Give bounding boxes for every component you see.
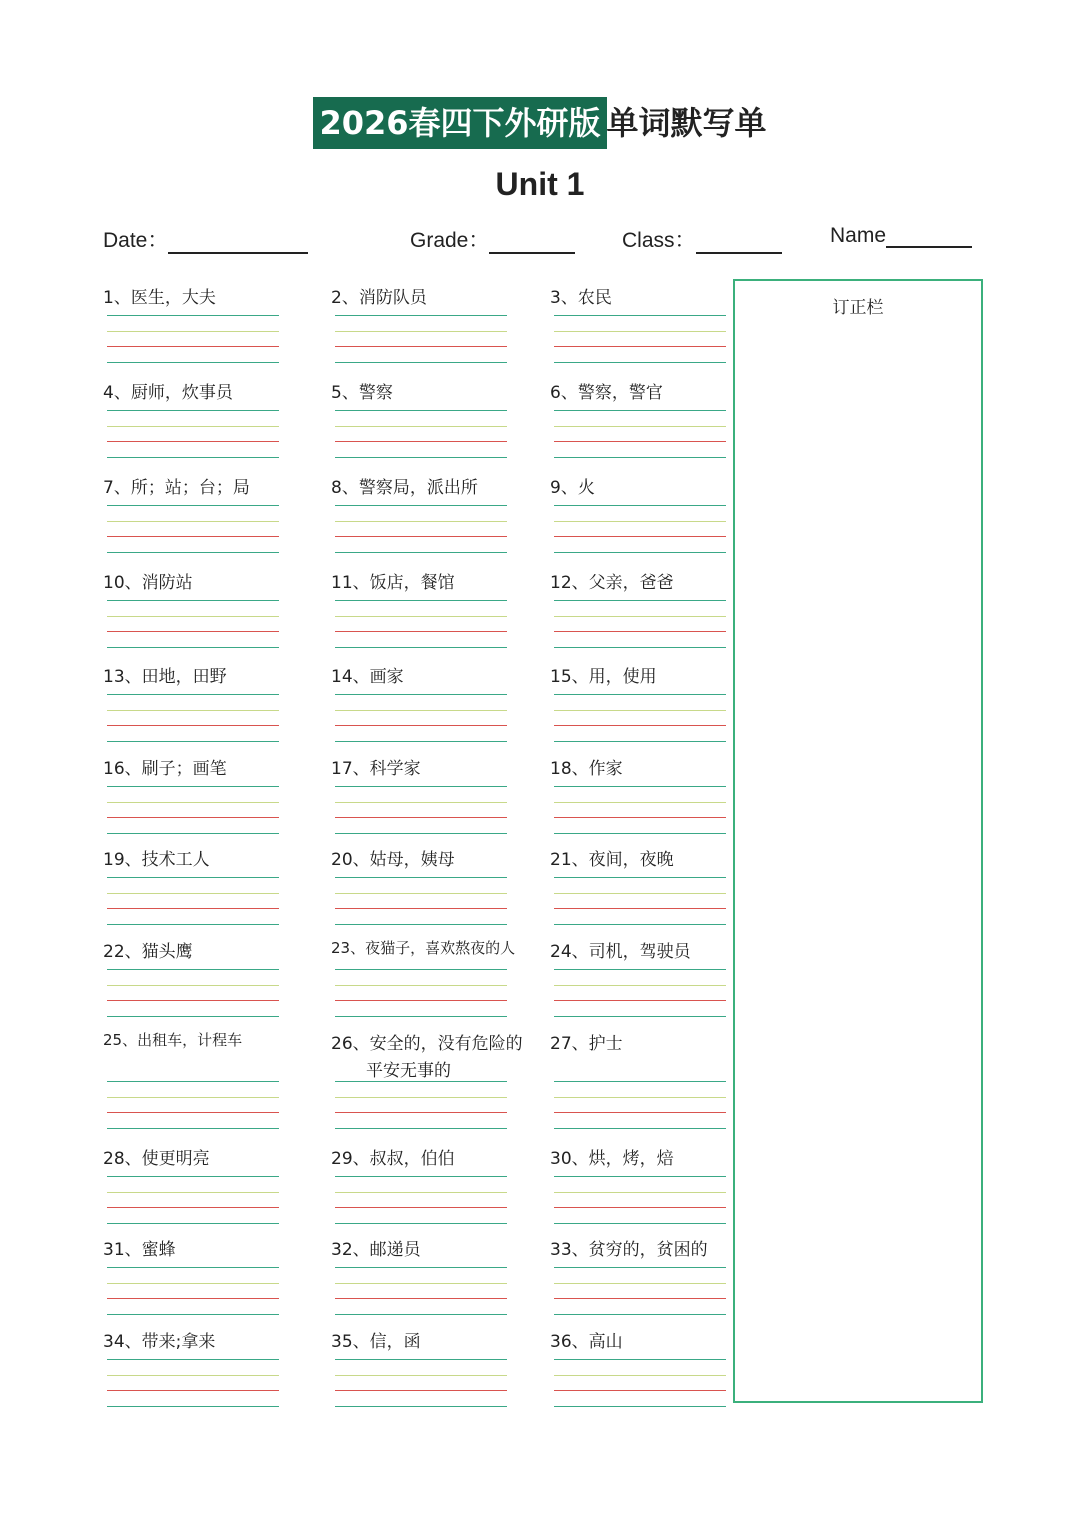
writing-line bbox=[335, 1223, 507, 1224]
writing-line bbox=[107, 817, 279, 818]
writing-line bbox=[554, 1314, 726, 1315]
name-field[interactable] bbox=[830, 224, 972, 248]
writing-line bbox=[107, 457, 279, 458]
writing-line bbox=[554, 802, 726, 803]
writing-line bbox=[107, 969, 279, 970]
writing-line bbox=[335, 1112, 507, 1113]
word-item bbox=[331, 754, 561, 779]
writing-line bbox=[107, 710, 279, 711]
writing-line bbox=[335, 1298, 507, 1299]
writing-line bbox=[335, 647, 507, 648]
writing-line bbox=[107, 786, 279, 787]
writing-line bbox=[554, 426, 726, 427]
writing-line bbox=[107, 1176, 279, 1177]
word-item-label: 1、医生，大夫 bbox=[103, 288, 216, 308]
word-item-label: 5、警察 bbox=[331, 383, 393, 403]
word-item-label: 8、警察局，派出所 bbox=[331, 478, 478, 498]
writing-line bbox=[107, 600, 279, 601]
writing-line bbox=[107, 616, 279, 617]
writing-line bbox=[107, 1359, 279, 1360]
grade-label: Grade： bbox=[410, 229, 490, 252]
writing-line bbox=[107, 1081, 279, 1082]
writing-line bbox=[335, 969, 507, 970]
word-item bbox=[331, 1029, 561, 1081]
writing-line bbox=[554, 521, 726, 522]
writing-line bbox=[335, 410, 507, 411]
grade-field[interactable] bbox=[410, 224, 575, 254]
writing-line bbox=[107, 1128, 279, 1129]
word-item bbox=[103, 1235, 333, 1260]
writing-line bbox=[107, 1267, 279, 1268]
writing-line bbox=[335, 315, 507, 316]
word-item-label: 7、所；站；台；局 bbox=[103, 478, 250, 498]
word-item bbox=[103, 937, 333, 962]
writing-line bbox=[554, 1375, 726, 1376]
writing-line bbox=[335, 1390, 507, 1391]
worksheet-title bbox=[0, 97, 1080, 149]
writing-line bbox=[335, 1375, 507, 1376]
word-item-label: 35、信，函 bbox=[331, 1332, 421, 1352]
word-item-label: 31、蜜蜂 bbox=[103, 1240, 176, 1260]
writing-line bbox=[335, 1192, 507, 1193]
word-item-label: 25、出租车，计程车 bbox=[103, 1031, 243, 1049]
writing-line bbox=[107, 1390, 279, 1391]
word-item-label: 17、科学家 bbox=[331, 759, 421, 779]
word-item-label: 36、高山 bbox=[550, 1332, 623, 1352]
writing-line bbox=[107, 1000, 279, 1001]
word-item bbox=[103, 754, 333, 779]
word-item-label: 22、猫头鹰 bbox=[103, 942, 193, 962]
word-item bbox=[103, 662, 333, 687]
word-item-label: 29、叔叔，伯伯 bbox=[331, 1149, 455, 1169]
word-item-label: 30、烘，烤，焙 bbox=[550, 1149, 674, 1169]
word-item-label: 34、带来;拿来 bbox=[103, 1332, 216, 1352]
word-item bbox=[103, 1327, 333, 1352]
writing-line bbox=[554, 1207, 726, 1208]
word-item-label: 6、警察，警官 bbox=[550, 383, 663, 403]
writing-line bbox=[107, 1314, 279, 1315]
writing-line bbox=[107, 1192, 279, 1193]
writing-line bbox=[335, 694, 507, 695]
correction-title: 订正栏 bbox=[832, 298, 884, 318]
writing-line bbox=[107, 426, 279, 427]
word-item-label: 4、厨师，炊事员 bbox=[103, 383, 233, 403]
title-rest: 单词默写单 bbox=[606, 104, 767, 142]
unit-heading: Unit 1 bbox=[495, 166, 585, 202]
word-item-label: 16、刷子；画笔 bbox=[103, 759, 227, 779]
correction-box[interactable] bbox=[733, 279, 983, 1403]
class-blank[interactable] bbox=[696, 230, 782, 254]
writing-line bbox=[554, 505, 726, 506]
writing-line bbox=[107, 315, 279, 316]
writing-line bbox=[335, 741, 507, 742]
writing-line bbox=[554, 1223, 726, 1224]
writing-line bbox=[107, 552, 279, 553]
writing-line bbox=[107, 1097, 279, 1098]
writing-line bbox=[554, 725, 726, 726]
name-label: Name bbox=[830, 224, 887, 247]
grade-blank[interactable] bbox=[489, 230, 575, 254]
word-item-label: 27、护士 bbox=[550, 1034, 623, 1054]
writing-line bbox=[335, 908, 507, 909]
writing-line bbox=[554, 1176, 726, 1177]
word-item bbox=[103, 283, 333, 308]
writing-line bbox=[335, 1097, 507, 1098]
word-item-label: 11、饭店，餐馆 bbox=[331, 573, 455, 593]
word-item-label: 28、使更明亮 bbox=[103, 1149, 210, 1169]
writing-line bbox=[107, 694, 279, 695]
writing-line bbox=[335, 631, 507, 632]
writing-line bbox=[335, 1283, 507, 1284]
writing-line bbox=[107, 362, 279, 363]
word-item bbox=[331, 937, 561, 958]
writing-line bbox=[554, 924, 726, 925]
writing-line bbox=[107, 908, 279, 909]
word-item-label: 21、夜间，夜晚 bbox=[550, 850, 674, 870]
writing-line bbox=[107, 1207, 279, 1208]
writing-line bbox=[554, 410, 726, 411]
writing-line bbox=[335, 521, 507, 522]
writing-line bbox=[107, 1283, 279, 1284]
writing-line bbox=[554, 833, 726, 834]
word-item-label: 12、父亲，爸爸 bbox=[550, 573, 674, 593]
writing-line bbox=[107, 647, 279, 648]
writing-line bbox=[335, 877, 507, 878]
writing-line bbox=[335, 1406, 507, 1407]
writing-line bbox=[335, 893, 507, 894]
word-item-label: 14、画家 bbox=[331, 667, 404, 687]
word-item-label: 20、姑母，姨母 bbox=[331, 850, 455, 870]
writing-line bbox=[335, 1359, 507, 1360]
writing-line bbox=[107, 410, 279, 411]
writing-line bbox=[107, 893, 279, 894]
writing-line bbox=[335, 1081, 507, 1082]
writing-line bbox=[554, 1112, 726, 1113]
writing-line bbox=[554, 985, 726, 986]
writing-line bbox=[335, 802, 507, 803]
writing-line bbox=[554, 616, 726, 617]
writing-line bbox=[335, 1128, 507, 1129]
writing-line bbox=[107, 1016, 279, 1017]
date-label: Date： bbox=[103, 229, 169, 252]
writing-line bbox=[107, 505, 279, 506]
word-item-label: 19、技术工人 bbox=[103, 850, 210, 870]
writing-line bbox=[335, 362, 507, 363]
word-item-label: 33、贫穷的，贫困的 bbox=[550, 1240, 708, 1260]
writing-line bbox=[107, 1298, 279, 1299]
word-item bbox=[331, 473, 561, 498]
writing-line bbox=[335, 725, 507, 726]
writing-line bbox=[335, 1016, 507, 1017]
writing-line bbox=[335, 600, 507, 601]
writing-line bbox=[554, 1359, 726, 1360]
writing-line bbox=[554, 741, 726, 742]
writing-line bbox=[554, 877, 726, 878]
writing-line bbox=[335, 833, 507, 834]
word-item-label: 13、田地，田野 bbox=[103, 667, 227, 687]
writing-line bbox=[107, 877, 279, 878]
writing-line bbox=[335, 924, 507, 925]
writing-line bbox=[554, 1016, 726, 1017]
writing-line bbox=[554, 600, 726, 601]
writing-line bbox=[335, 710, 507, 711]
name-blank[interactable] bbox=[886, 224, 972, 248]
writing-line bbox=[335, 985, 507, 986]
writing-line bbox=[554, 1283, 726, 1284]
word-item bbox=[331, 845, 561, 870]
writing-line bbox=[335, 457, 507, 458]
writing-line bbox=[554, 1097, 726, 1098]
writing-line bbox=[554, 346, 726, 347]
word-item bbox=[103, 473, 333, 498]
word-item-label: 9、火 bbox=[550, 478, 595, 498]
writing-line bbox=[554, 647, 726, 648]
writing-line bbox=[554, 710, 726, 711]
writing-line bbox=[107, 741, 279, 742]
writing-line bbox=[554, 1128, 726, 1129]
word-item-label: 10、消防站 bbox=[103, 573, 193, 593]
writing-line bbox=[554, 817, 726, 818]
word-item-label: 32、邮递员 bbox=[331, 1240, 421, 1260]
word-item-label-line2: 平安无事的 bbox=[366, 1061, 451, 1081]
writing-line bbox=[107, 1406, 279, 1407]
writing-line bbox=[335, 346, 507, 347]
writing-line bbox=[335, 1207, 507, 1208]
writing-line bbox=[554, 1000, 726, 1001]
word-item-label: 23、夜猫子，喜欢熬夜的人 bbox=[331, 939, 516, 957]
writing-line bbox=[554, 457, 726, 458]
word-item bbox=[331, 662, 561, 687]
writing-line bbox=[107, 833, 279, 834]
word-item bbox=[331, 1327, 561, 1352]
writing-line bbox=[335, 1314, 507, 1315]
word-item bbox=[331, 1235, 561, 1260]
writing-line bbox=[107, 521, 279, 522]
writing-line bbox=[554, 1406, 726, 1407]
word-item-label: 24、司机，驾驶员 bbox=[550, 942, 691, 962]
writing-line bbox=[554, 694, 726, 695]
writing-line bbox=[107, 1375, 279, 1376]
word-item bbox=[103, 845, 333, 870]
writing-line bbox=[335, 616, 507, 617]
writing-line bbox=[107, 924, 279, 925]
writing-line bbox=[554, 315, 726, 316]
word-item bbox=[103, 568, 333, 593]
writing-line bbox=[335, 426, 507, 427]
writing-line bbox=[335, 817, 507, 818]
class-field[interactable] bbox=[622, 224, 782, 254]
writing-line bbox=[335, 536, 507, 537]
writing-line bbox=[107, 346, 279, 347]
writing-line bbox=[554, 536, 726, 537]
date-blank[interactable] bbox=[168, 230, 308, 254]
writing-line bbox=[554, 893, 726, 894]
class-label: Class： bbox=[622, 229, 696, 252]
writing-line bbox=[554, 1298, 726, 1299]
writing-line bbox=[554, 1267, 726, 1268]
word-item bbox=[103, 1144, 333, 1169]
word-item bbox=[331, 1144, 561, 1169]
writing-line bbox=[554, 552, 726, 553]
word-item bbox=[331, 283, 561, 308]
writing-line bbox=[554, 631, 726, 632]
writing-line bbox=[335, 1176, 507, 1177]
word-item bbox=[331, 568, 561, 593]
writing-line bbox=[335, 331, 507, 332]
writing-line bbox=[107, 802, 279, 803]
writing-line bbox=[107, 631, 279, 632]
word-item-label: 26、安全的，没有危险的 bbox=[331, 1034, 523, 1054]
writing-line bbox=[554, 969, 726, 970]
word-item-label: 3、农民 bbox=[550, 288, 612, 308]
writing-line bbox=[554, 1390, 726, 1391]
date-field[interactable] bbox=[103, 224, 308, 254]
word-item-label: 18、作家 bbox=[550, 759, 623, 779]
word-item bbox=[103, 1029, 333, 1050]
word-item-label: 15、用，使用 bbox=[550, 667, 657, 687]
writing-line bbox=[554, 362, 726, 363]
writing-line bbox=[554, 331, 726, 332]
writing-line bbox=[107, 985, 279, 986]
title-highlight: 2026春四下外研版 bbox=[313, 97, 606, 149]
writing-line bbox=[107, 1223, 279, 1224]
writing-line bbox=[335, 552, 507, 553]
writing-line bbox=[107, 441, 279, 442]
writing-line bbox=[554, 908, 726, 909]
word-item bbox=[331, 378, 561, 403]
writing-line bbox=[554, 786, 726, 787]
word-item-label: 2、消防队员 bbox=[331, 288, 427, 308]
writing-line bbox=[107, 331, 279, 332]
writing-line bbox=[335, 786, 507, 787]
writing-line bbox=[554, 1192, 726, 1193]
writing-line bbox=[335, 505, 507, 506]
writing-line bbox=[335, 1267, 507, 1268]
writing-line bbox=[335, 441, 507, 442]
writing-line bbox=[335, 1000, 507, 1001]
word-item bbox=[103, 378, 333, 403]
writing-line bbox=[554, 441, 726, 442]
writing-line bbox=[107, 725, 279, 726]
writing-line bbox=[107, 1112, 279, 1113]
writing-line bbox=[107, 536, 279, 537]
writing-line bbox=[554, 1081, 726, 1082]
